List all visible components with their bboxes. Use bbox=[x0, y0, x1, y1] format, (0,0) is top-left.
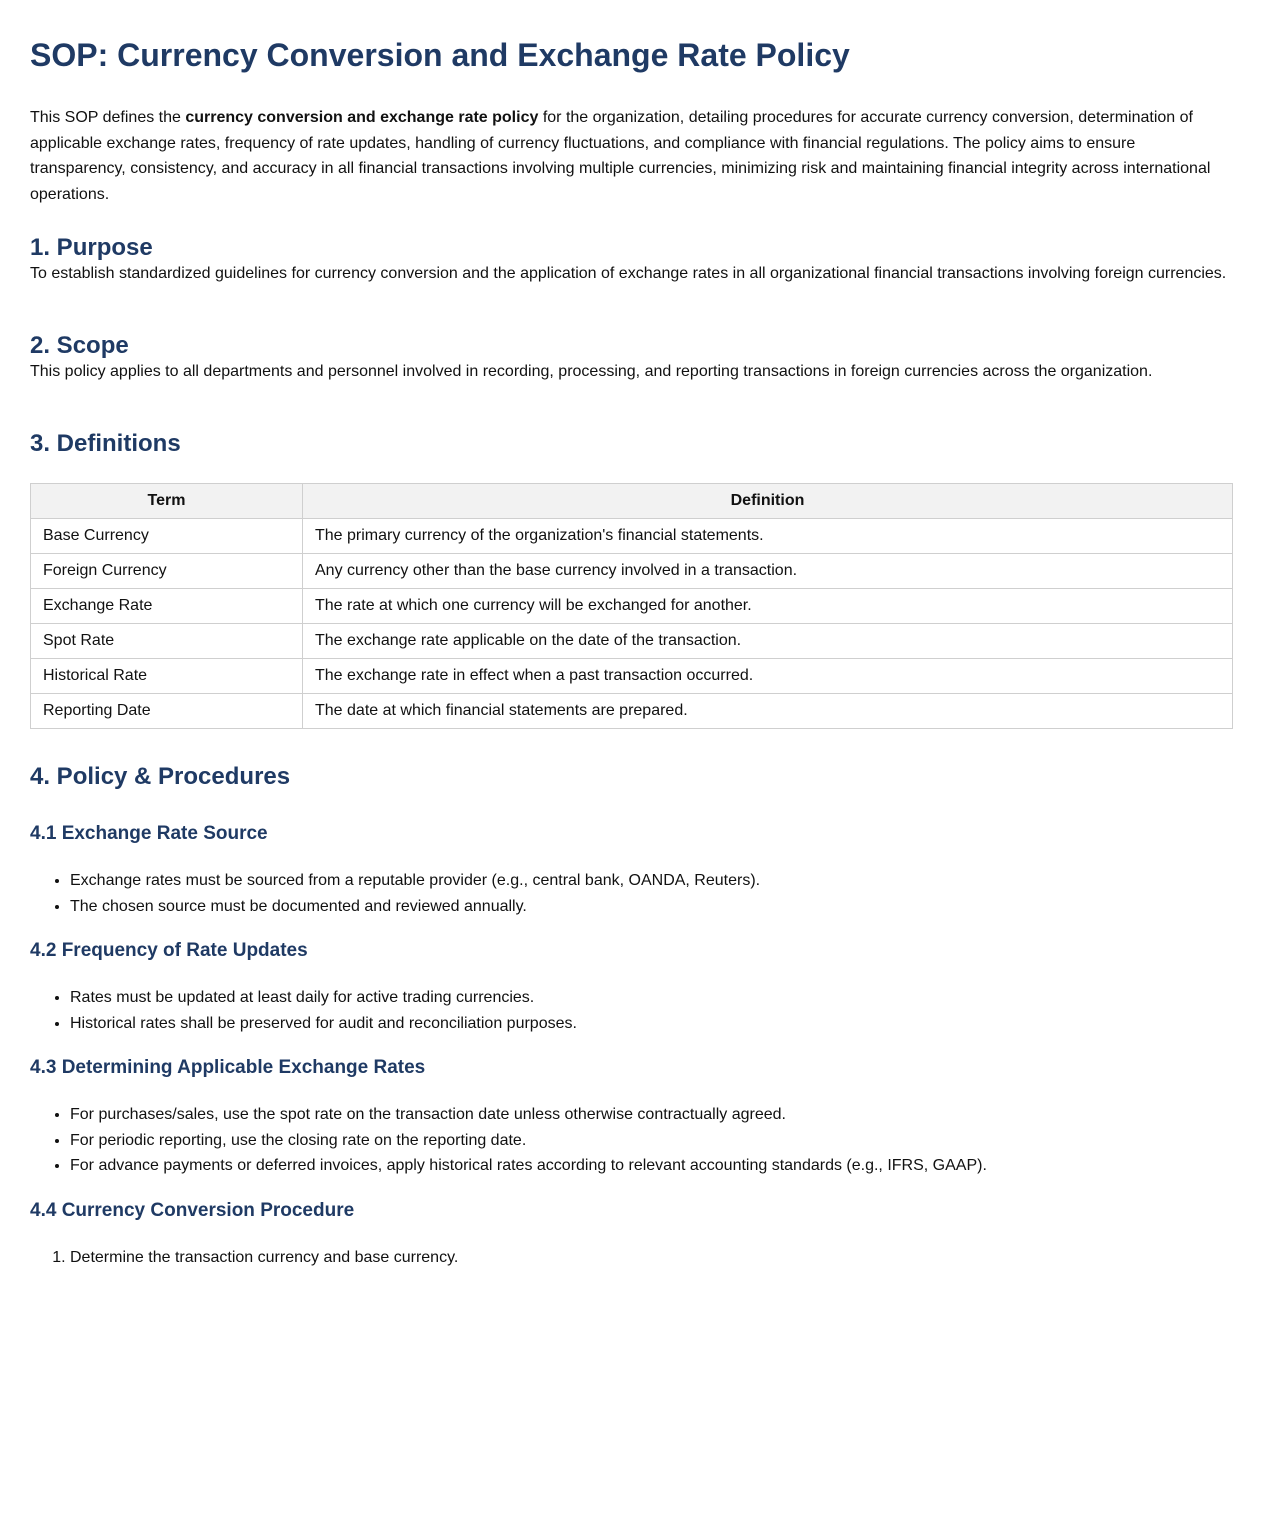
list-item: 1. Determine the transaction currency and base currency. bbox=[70, 1245, 1233, 1271]
intro-paragraph bbox=[30, 105, 1233, 207]
policy-heading: 4. Policy & Procedures bbox=[30, 763, 291, 790]
table-row bbox=[31, 589, 1233, 624]
table-header-row bbox=[31, 484, 1233, 519]
term-cell: Base Currency bbox=[31, 519, 303, 554]
definitions-heading: 3. Definitions bbox=[30, 430, 181, 457]
table-row bbox=[31, 694, 1233, 729]
definition-cell: The primary currency of the organization's financial statements. bbox=[303, 519, 1233, 554]
list-item: • Exchange rates must be sourced from a reputable provider (e.g., central bank, OANDA, Reuters). bbox=[70, 868, 1233, 894]
term-cell: Foreign Currency bbox=[31, 554, 303, 589]
definition-cell: The exchange rate applicable on the date of the transaction. bbox=[303, 624, 1233, 659]
scope-heading: 2. Scope bbox=[30, 332, 129, 359]
list-item: • For advance payments or deferred invoices, apply historical rates according to relevant accounting standards (e.g., IFRS, GAAP). bbox=[70, 1153, 1233, 1179]
bullet-list-4-1 bbox=[30, 868, 1233, 919]
page-title: SOP: Currency Conversion and Exchange Rate Policy bbox=[30, 37, 850, 73]
definitions-table bbox=[30, 483, 1233, 729]
term-cell: Historical Rate bbox=[31, 659, 303, 694]
column-header-definition: Definition bbox=[303, 484, 1233, 519]
scope-text: This policy applies to all departments and personnel involved in recording, processing, and reporting transactions in foreign currencies across the organization. bbox=[30, 363, 1153, 380]
term-cell: Spot Rate bbox=[31, 624, 303, 659]
list-item: • Rates must be updated at least daily for active trading currencies. bbox=[70, 985, 1233, 1011]
intro-bold: currency conversion and exchange rate policy bbox=[185, 109, 539, 126]
section-heading-4-1: 4.1 Exchange Rate Source bbox=[30, 823, 268, 844]
list-item: • Historical rates shall be preserved for audit and reconciliation purposes. bbox=[70, 1011, 1233, 1037]
numbered-list-4-4 bbox=[30, 1245, 1233, 1271]
column-header-term: Term bbox=[31, 484, 303, 519]
list-item: • The chosen source must be documented and reviewed annually. bbox=[70, 894, 1233, 920]
list-item: • For purchases/sales, use the spot rate on the transaction date unless otherwise contractually agreed. bbox=[70, 1102, 1233, 1128]
list-item: • For periodic reporting, use the closing rate on the reporting date. bbox=[70, 1128, 1233, 1154]
bullet-list-4-3 bbox=[30, 1102, 1233, 1179]
table-row bbox=[31, 519, 1233, 554]
table-row bbox=[31, 624, 1233, 659]
definition-cell: The date at which financial statements are prepared. bbox=[303, 694, 1233, 729]
section-heading-4-3: 4.3 Determining Applicable Exchange Rates bbox=[30, 1057, 426, 1078]
table-row bbox=[31, 659, 1233, 694]
term-cell: Reporting Date bbox=[31, 694, 303, 729]
term-cell: Exchange Rate bbox=[31, 589, 303, 624]
section-heading-4-2: 4.2 Frequency of Rate Updates bbox=[30, 940, 308, 961]
definition-cell: The exchange rate in effect when a past transaction occurred. bbox=[303, 659, 1233, 694]
intro-prefix: This SOP defines the bbox=[30, 109, 186, 126]
intro-suffix: for the organization, detailing procedures for accurate currency conversion, determination of applicable exchange rates, frequency of rate updates, handling of currency fluctuations, and compliance with financial regulations. The policy aims to ensure transparency, consistency, and accuracy in all financial transactions involving multiple currencies, minimizing risk and maintaining financial integrity across international operations. bbox=[30, 109, 1211, 203]
section-heading-4-4: 4.4 Currency Conversion Procedure bbox=[30, 1199, 355, 1221]
table-row bbox=[31, 554, 1233, 589]
purpose-text: To establish standardized guidelines for currency conversion and the application of exchange rates in all organizational financial transactions involving foreign currencies. bbox=[30, 265, 1227, 282]
definition-cell: The rate at which one currency will be exchanged for another. bbox=[303, 589, 1233, 624]
bullet-list-4-2 bbox=[30, 985, 1233, 1036]
definition-cell: Any currency other than the base currency involved in a transaction. bbox=[303, 554, 1233, 589]
purpose-heading: 1. Purpose bbox=[30, 234, 153, 261]
